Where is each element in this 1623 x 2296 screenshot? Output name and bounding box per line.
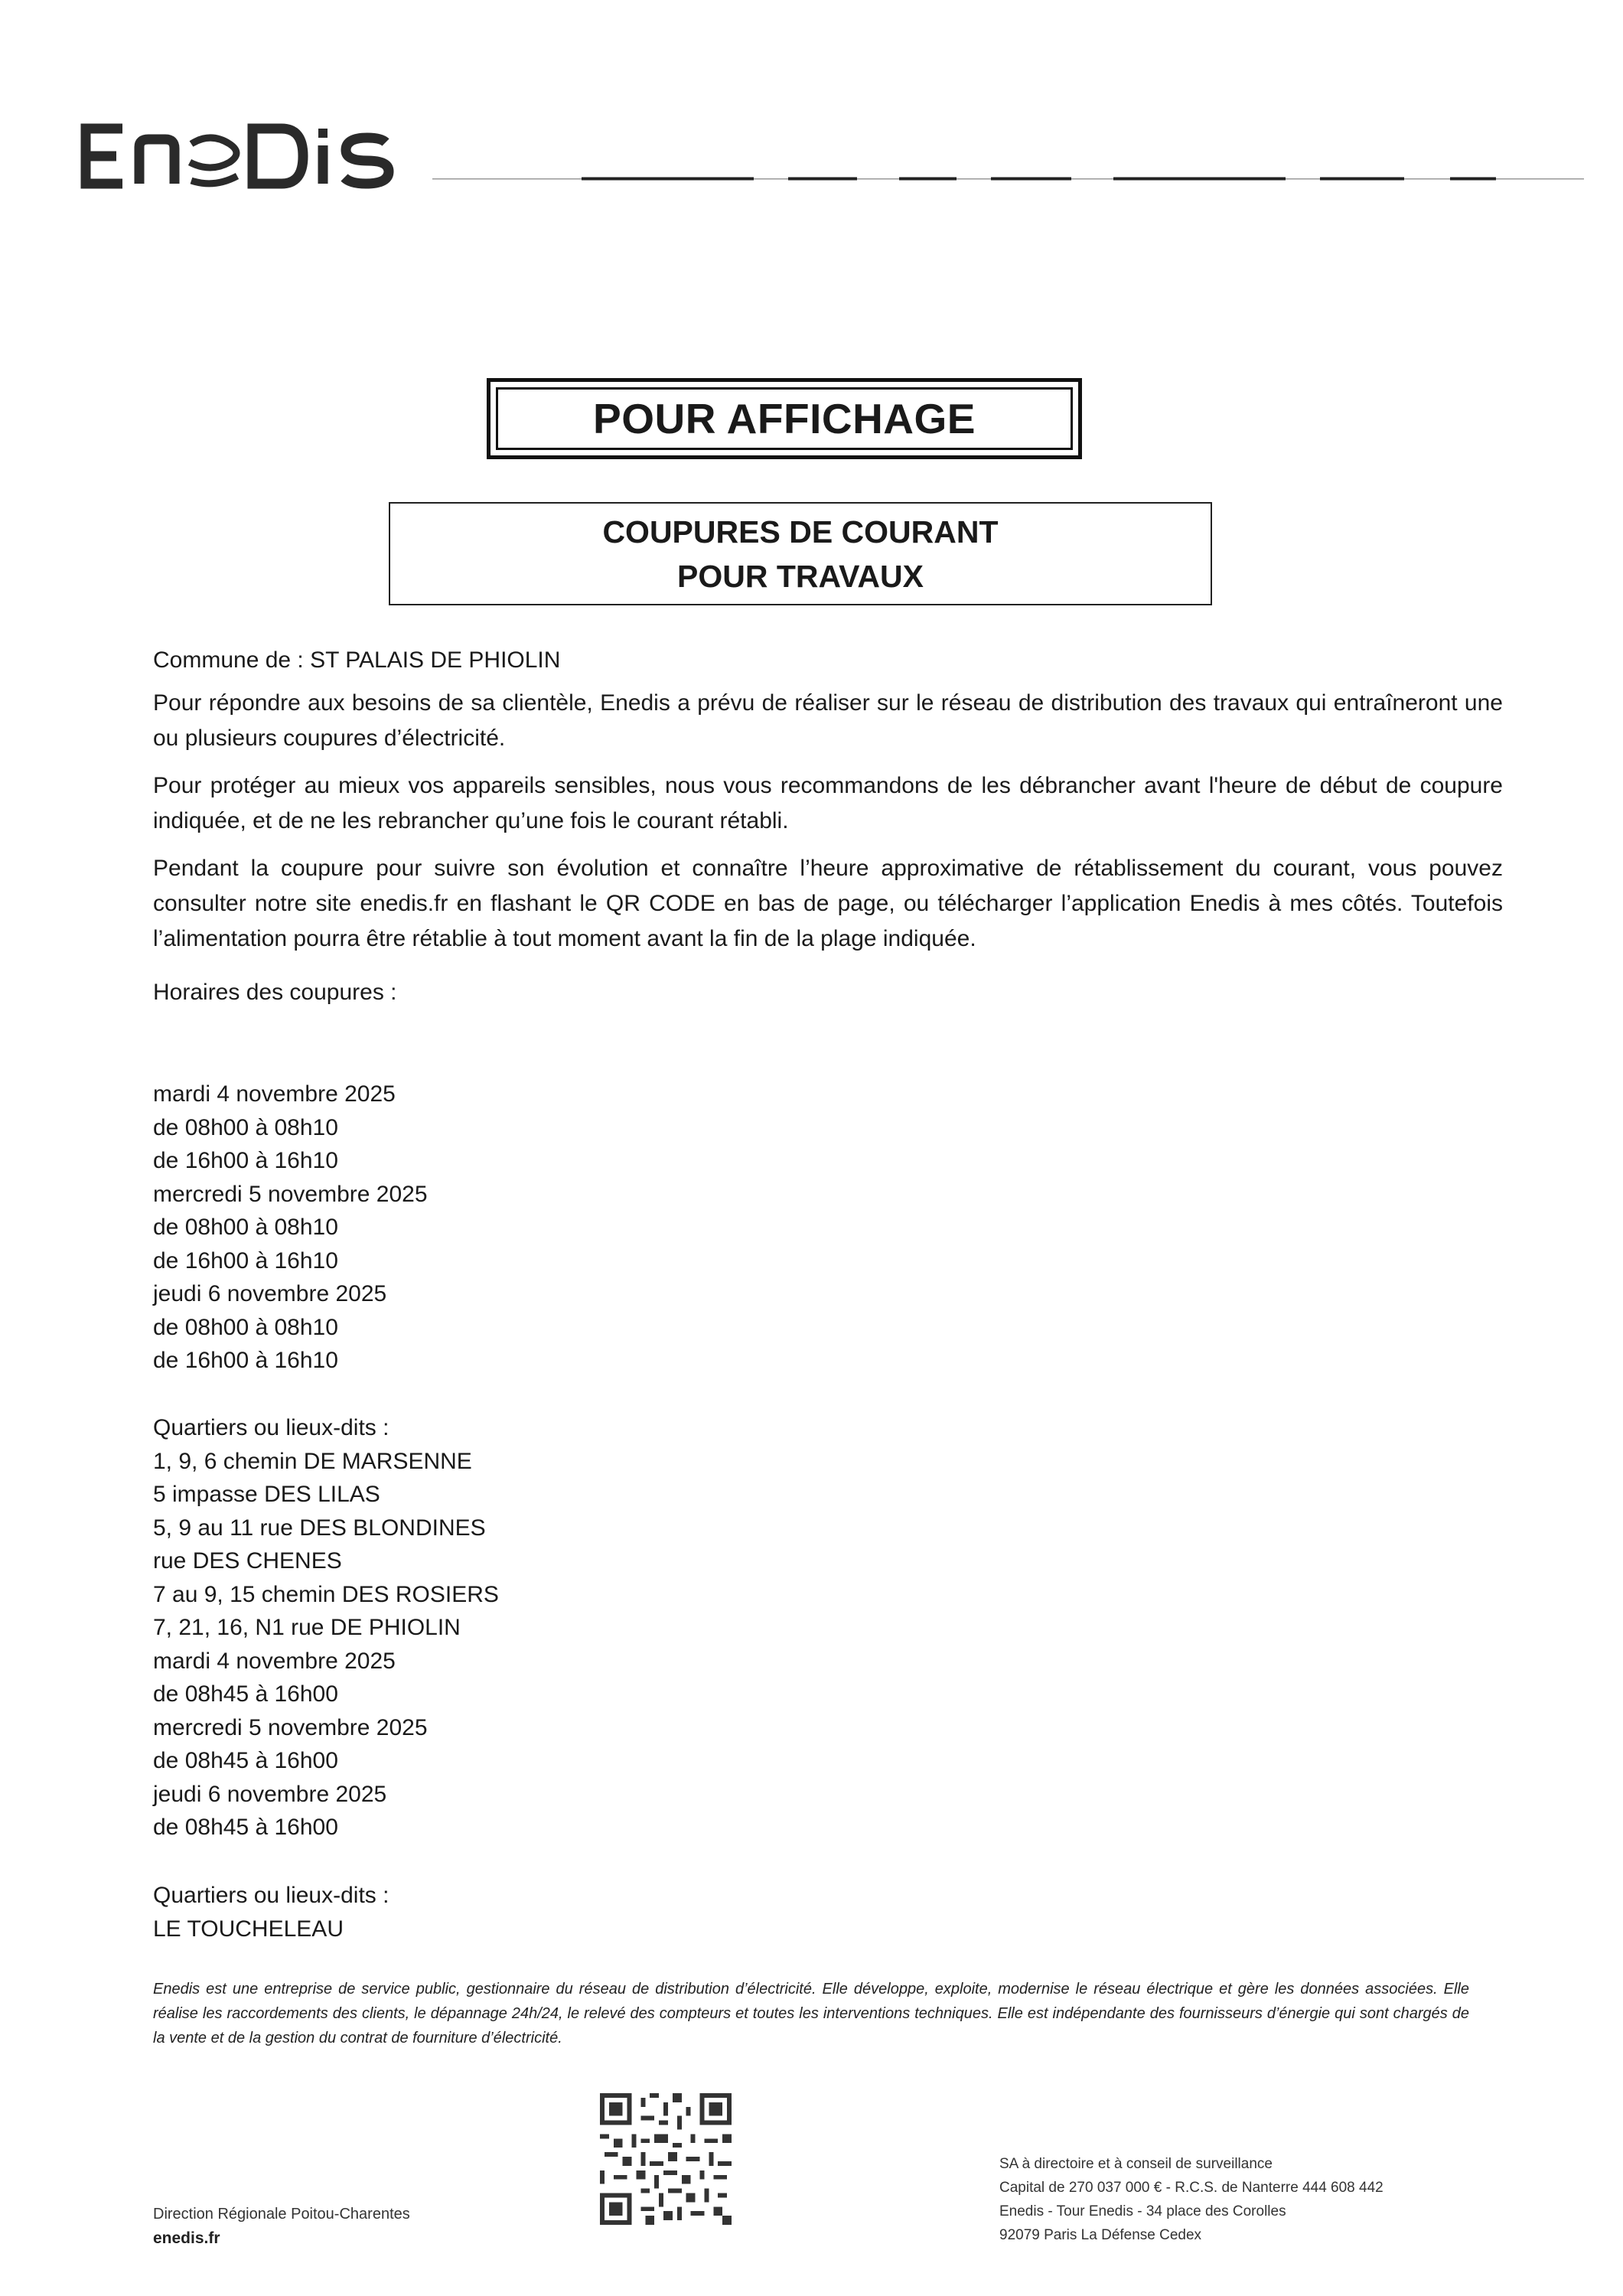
list-item: LE TOUCHELEAU bbox=[153, 1916, 344, 1942]
list-item: mercredi 5 novembre 2025 bbox=[153, 1181, 428, 1207]
legal-line: SA à directoire et à conseil de surveillance bbox=[999, 2156, 1273, 2172]
coupures-title-line2: POUR TRAVAUX bbox=[677, 558, 924, 594]
enedis-logo bbox=[77, 115, 429, 191]
list-item: de 08h00 à 08h10 bbox=[153, 1215, 338, 1240]
legal-line: Enedis - Tour Enedis - 34 place des Corolles bbox=[999, 2203, 1286, 2219]
schedule-list-1 bbox=[153, 1078, 428, 1378]
protection-paragraph: Pour protéger au mieux vos appareils sensibles, nous vous recommandons de les débrancher avant l'heure de début de coupure indiquée, et de ne les rebrancher qu’une fois le courant rétabli. bbox=[153, 773, 1503, 833]
list-item: rue DES CHENES bbox=[153, 1548, 342, 1574]
list-item: 5, 9 au 11 rue DES BLONDINES bbox=[153, 1515, 486, 1541]
list-item: 7 au 9, 15 chemin DES ROSIERS bbox=[153, 1581, 499, 1607]
footer-legal bbox=[999, 2152, 1383, 2247]
list-item: mardi 4 novembre 2025 bbox=[153, 1648, 396, 1674]
list-item: jeudi 6 novembre 2025 bbox=[153, 1281, 387, 1306]
schedule-list-3 bbox=[153, 1879, 389, 1945]
list-item: jeudi 6 novembre 2025 bbox=[153, 1781, 387, 1807]
disclaimer-text: Enedis est une entreprise de service public, gestionnaire du réseau de distribution d’électricité. Elle développe, exploite, modernise le réseau électrique et gère les données associées. Elle réalise les raccordements des clients, le dépannage 24h/24, le relevé des compteurs et toutes les interventions techniques. Elle est indépendante des fournisseurs d’énergie qui sont chargés de la vente et de la gestion du contrat de fourniture d’électricité. bbox=[153, 1981, 1469, 2047]
list-item: de 08h00 à 08h10 bbox=[153, 1314, 338, 1340]
pour-affichage-box bbox=[487, 378, 1082, 459]
coupures-title-box bbox=[389, 502, 1212, 605]
list-item: 7, 21, 16, N1 rue DE PHIOLIN bbox=[153, 1615, 461, 1640]
footer-left bbox=[153, 2202, 410, 2251]
list-item: de 16h00 à 16h10 bbox=[153, 1148, 338, 1173]
list-item: de 08h45 à 16h00 bbox=[153, 1681, 338, 1707]
commune-line: Commune de : ST PALAIS DE PHIOLIN bbox=[153, 647, 561, 673]
list-item: de 08h00 à 08h10 bbox=[153, 1114, 338, 1140]
list-item: de 08h45 à 16h00 bbox=[153, 1748, 338, 1773]
list-item: 5 impasse DES LILAS bbox=[153, 1482, 380, 1507]
header-rule bbox=[432, 174, 1584, 184]
list-item: 1, 9, 6 chemin DE MARSENNE bbox=[153, 1448, 472, 1474]
site-link[interactable]: enedis.fr bbox=[153, 2229, 220, 2247]
direction-regionale: Direction Régionale Poitou-Charentes bbox=[153, 2206, 410, 2223]
schedule-list-2 bbox=[153, 1411, 499, 1844]
list-item: mercredi 5 novembre 2025 bbox=[153, 1714, 428, 1740]
qr-code-icon[interactable] bbox=[600, 2093, 732, 2225]
pour-affichage-title: POUR AFFICHAGE bbox=[496, 387, 1073, 450]
coupures-title-line1: COUPURES DE COURANT bbox=[602, 514, 999, 550]
legal-line: Capital de 270 037 000 € - R.C.S. de Nanterre 444 608 442 bbox=[999, 2180, 1383, 2196]
follow-paragraph: Pendant la coupure pour suivre son évolution et connaître l’heure approximative de rétablissement du courant, vous pouvez consulter notre site enedis.fr en flashant le QR CODE en bas de page, ou télécharger l’application Enedis à mes côtés. Toutefois l’alimentation pourra être rétablie à tout moment avant la fin de la plage indiquée. bbox=[153, 856, 1503, 951]
list-item: de 16h00 à 16h10 bbox=[153, 1348, 338, 1373]
list-item: de 08h45 à 16h00 bbox=[153, 1815, 338, 1840]
list-item: mardi 4 novembre 2025 bbox=[153, 1081, 396, 1107]
legal-line: 92079 Paris La Défense Cedex bbox=[999, 2227, 1202, 2243]
list-item: de 16h00 à 16h10 bbox=[153, 1247, 338, 1274]
list-item: Quartiers ou lieux-dits : bbox=[153, 1883, 389, 1908]
horaires-label: Horaires des coupures : bbox=[153, 980, 397, 1005]
intro-paragraph: Pour répondre aux besoins de sa clientèle, Enedis a prévu de réaliser sur le réseau de distribution des travaux qui entraîneront une ou plusieurs coupures d’électricité. bbox=[153, 690, 1503, 751]
list-item: Quartiers ou lieux-dits : bbox=[153, 1415, 389, 1440]
